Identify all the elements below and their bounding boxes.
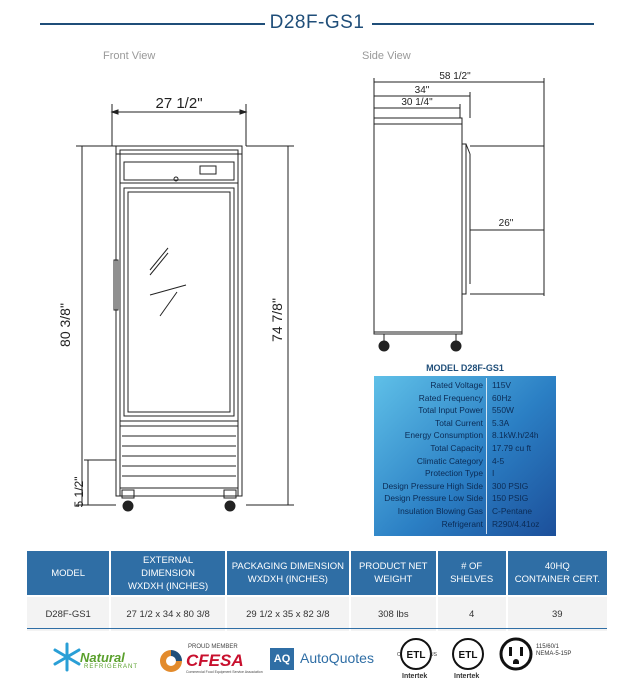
dimension-table — [27, 551, 607, 631]
table-header-row — [27, 551, 607, 596]
front-view-label: Front View — [103, 50, 156, 62]
table-cell: 39 — [507, 596, 607, 631]
cfesa-sub-text: Commercial Food Equipment Service Association — [186, 670, 263, 674]
page-title: D28F-GS1 — [269, 12, 365, 33]
spec-row — [374, 430, 556, 442]
spec-row — [374, 443, 556, 455]
etl-sanitation-icon — [450, 636, 486, 672]
spec-value: 550W — [492, 405, 514, 416]
spec-label: Total Input Power — [418, 405, 483, 416]
col-header: MODEL — [27, 551, 110, 596]
etl-sanitation-intertek-text: Intertek — [454, 673, 480, 680]
spec-value: 150 PSIG — [492, 493, 529, 504]
etl-us-mark: US — [430, 652, 437, 658]
etl-listed-icon — [398, 636, 434, 672]
side-body-dim: 30 1/4" — [401, 97, 433, 108]
front-width-dim: 27 1/2" — [155, 95, 203, 112]
spec-title: MODEL D28F-GS1 — [374, 360, 556, 376]
spec-value: 8.1kW.h/24h — [492, 430, 539, 441]
spec-value: C-Pentane — [492, 506, 533, 516]
spec-label: Design Pressure High Side — [382, 480, 483, 491]
spec-value: 300 PSIG — [492, 480, 529, 491]
spec-value: 115V — [492, 380, 511, 390]
spec-row — [374, 405, 556, 417]
natural-logo-text: Natural — [80, 650, 125, 665]
spec-label: Total Current — [435, 417, 483, 428]
spec-value: R290/4.41oz — [492, 518, 540, 529]
col-header: EXTERNAL DIMENSION WXDXH (INCHES) — [110, 551, 226, 596]
spec-row — [374, 493, 556, 505]
table-cell: 29 1/2 x 35 x 82 3/8 — [226, 596, 350, 631]
spec-label: Protection Type — [424, 468, 483, 479]
plug-icon — [498, 636, 534, 672]
certification-logos — [0, 636, 634, 700]
front-height-dim: 80 3/8" — [57, 303, 73, 347]
table-bottom-rule — [27, 628, 607, 629]
spec-row — [374, 506, 556, 518]
svg-text:ETL: ETL — [406, 650, 426, 661]
spec-label: Rated Frequency — [418, 392, 483, 403]
spec-row — [374, 393, 556, 405]
spec-value: 60Hz — [492, 392, 512, 403]
aq-badge: AQ — [270, 648, 294, 670]
front-view-drawing — [50, 80, 310, 530]
spec-row — [374, 380, 556, 392]
col-header: PACKAGING DIMENSION WXDXH (INCHES) — [226, 551, 350, 596]
plug-rating-text: 115/60/1 — [536, 644, 559, 650]
etl-intertek-text: Intertek — [402, 673, 428, 680]
spec-label: Insulation Blowing Gas — [397, 506, 483, 516]
spec-label: Total Capacity — [430, 443, 483, 453]
header — [0, 8, 634, 38]
col-header: PRODUCT NET WEIGHT — [350, 551, 437, 596]
spec-value: 17.79 cu ft — [492, 443, 532, 453]
inner-height-dim: 74 7/8" — [269, 298, 285, 342]
spec-label: Energy Consumption — [404, 430, 483, 441]
refrigerant-logo-text: REFRIGERANT — [84, 664, 139, 670]
table-cell: 27 1/2 x 34 x 80 3/8 — [110, 596, 226, 631]
table-cell: D28F-GS1 — [27, 596, 110, 631]
side-overall-dim: 58 1/2" — [439, 71, 471, 82]
side-view-label: Side View — [362, 50, 411, 62]
table-row — [27, 596, 607, 631]
col-header: 40HQ CONTAINER CERT. — [507, 551, 607, 596]
snowflake-icon — [52, 642, 82, 672]
cfesa-logo-icon — [158, 648, 184, 674]
col-header: # OF SHELVES — [437, 551, 507, 596]
spec-panel — [374, 360, 556, 536]
table-cell: 308 lbs — [350, 596, 437, 631]
spec-row — [374, 481, 556, 493]
spec-value: 5.3A — [492, 417, 510, 428]
spec-label: Design Pressure Low Side — [384, 493, 483, 504]
autoquotes-text: AutoQuotes — [300, 650, 374, 666]
spec-value: 4-5 — [492, 455, 505, 466]
spec-label: Climatic Category — [416, 455, 483, 466]
spec-row — [374, 468, 556, 480]
spec-row — [374, 418, 556, 430]
spec-row — [374, 519, 556, 531]
spec-row — [374, 456, 556, 468]
side-depth-dim: 34" — [414, 85, 430, 96]
spec-label: Rated Voltage — [430, 380, 483, 390]
table-cell: 4 — [437, 596, 507, 631]
spec-value: I — [492, 468, 495, 479]
title-rule-right — [372, 23, 594, 25]
cfesa-text: CFESA — [186, 651, 244, 670]
spec-label: Refrigerant — [441, 518, 483, 529]
cfesa-top-text: PROUD MEMBER — [188, 644, 238, 650]
side-door-dim: 26" — [498, 218, 514, 229]
plug-nema-text: NEMA-5-15P — [536, 651, 572, 657]
base-height-dim: 5 1/2" — [72, 476, 86, 508]
side-view-drawing — [360, 68, 560, 358]
etl-c-mark: C — [397, 652, 401, 658]
svg-text:ETL: ETL — [458, 650, 478, 661]
